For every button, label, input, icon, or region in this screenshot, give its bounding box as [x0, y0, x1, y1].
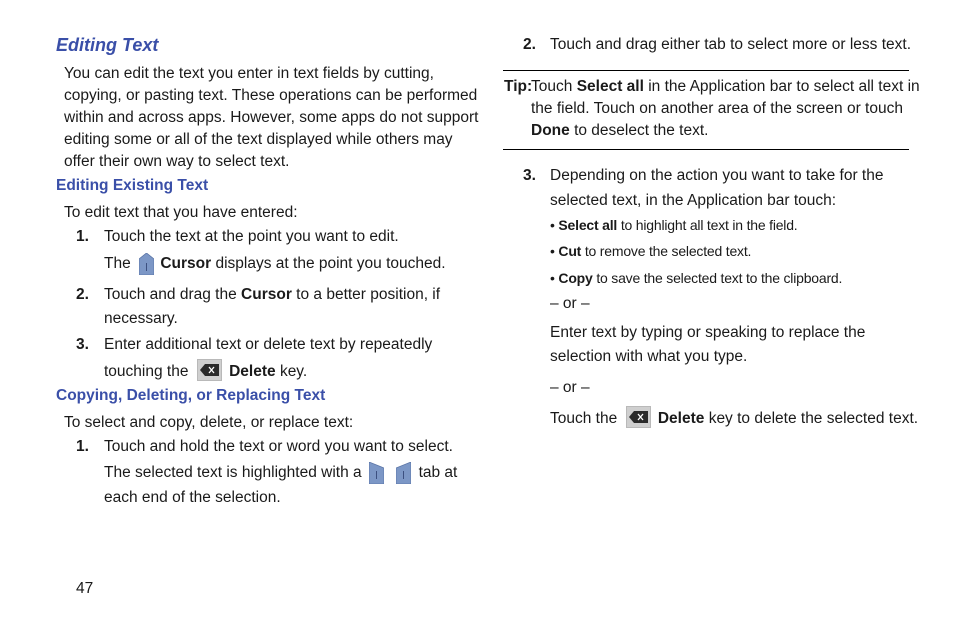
- intro-line: within and across apps. However, some apps do not support: [64, 109, 479, 126]
- step-number: 3.: [523, 167, 536, 184]
- tip-line3: [531, 120, 708, 142]
- list-item: [550, 267, 842, 289]
- section2-step1-line2: [104, 462, 457, 484]
- step3-line2: [104, 359, 307, 383]
- step-number: 3.: [76, 336, 89, 353]
- bullet-text: to remove the selected text.: [584, 243, 752, 259]
- page-title: Editing Text: [56, 35, 159, 55]
- step-number: 1.: [76, 438, 89, 455]
- step1-sub: [104, 253, 446, 275]
- right-step3-line2: selected text, in the Application bar touch:: [550, 192, 837, 209]
- tip-line1: [531, 76, 920, 98]
- intro-line: copying, or pasting text. These operations can be performed: [64, 87, 478, 104]
- tip-done: Done: [531, 122, 570, 139]
- intro-line: You can edit the text you enter in text fields by cutting,: [64, 65, 434, 82]
- section2-step1-pre: The selected text is highlighted with a: [104, 464, 362, 481]
- bullet-bold: Cut: [558, 243, 582, 259]
- bullet-dot: •: [550, 243, 555, 259]
- bullet-bold: Copy: [558, 270, 593, 286]
- tip-bottom-rule: [503, 149, 909, 150]
- touch-delete-line: [550, 406, 918, 430]
- cursor-tab-icon: [139, 253, 154, 273]
- step1-sub-post: displays at the point you touched.: [215, 255, 446, 272]
- delete-label: Delete: [229, 363, 276, 380]
- delete-label: Delete: [657, 410, 705, 427]
- list-item: [550, 214, 798, 236]
- section2-step1-line1: Touch and hold the text or word you want to select.: [104, 438, 453, 455]
- heading-editing-existing-text: Editing Existing Text: [56, 177, 209, 194]
- tip-top-rule: [503, 70, 909, 71]
- step1-sub-pre: The: [104, 255, 131, 272]
- step1-text: Touch the text at the point you want to edit.: [104, 228, 399, 245]
- step3-post: key.: [279, 363, 308, 380]
- tip-line2: the field. Touch on another area of the screen or touch: [531, 100, 903, 117]
- section2-step1-line3: each end of the selection.: [104, 489, 281, 506]
- left-select-tab-icon: [369, 462, 384, 482]
- enter-text-line1: Enter text by typing or speaking to replace the: [550, 324, 866, 341]
- right-step2-text: Touch and drag either tab to select more or less text.: [550, 36, 911, 53]
- step-number: 2.: [76, 286, 89, 303]
- bullet-text: to save the selected text to the clipboard.: [596, 270, 843, 286]
- right-step3-line1: Depending on the action you want to take for the: [550, 167, 884, 184]
- intro-paragraph: [64, 63, 478, 173]
- step-number: 2.: [523, 36, 536, 53]
- heading-copying-deleting-replacing: Copying, Deleting, or Replacing Text: [56, 387, 326, 404]
- or-separator: – or –: [550, 295, 590, 312]
- step-number: 1.: [76, 228, 89, 245]
- step2-bold: Cursor: [241, 286, 292, 303]
- step3-line1: Enter additional text or delete text by repeatedly: [104, 336, 433, 353]
- enter-text-line2: selection with what you type.: [550, 348, 748, 365]
- section1-lead: To edit text that you have entered:: [64, 204, 298, 221]
- bullet-bold: Select all: [558, 217, 618, 233]
- section2-step1-post: tab at: [418, 464, 458, 481]
- step2-text: [104, 284, 440, 306]
- list-item: [550, 240, 751, 262]
- cursor-label: Cursor: [160, 255, 212, 272]
- right-select-tab-icon: [396, 462, 411, 482]
- intro-line: editing some or all of the text displayed while others may: [64, 131, 453, 148]
- tip-post: to deselect the text.: [574, 122, 709, 139]
- step2-pre: Touch and drag the: [104, 286, 237, 303]
- delete-key-icon: [197, 359, 222, 381]
- step3-pre: touching the: [104, 363, 189, 380]
- page-number: 47: [76, 580, 94, 597]
- tip-select-all: Select all: [576, 78, 644, 95]
- step2-line2: necessary.: [104, 310, 178, 327]
- intro-line: offer their own way to select text.: [64, 153, 290, 170]
- touch-post: key to delete the selected text.: [708, 410, 919, 427]
- tip-label: Tip:: [504, 78, 533, 95]
- bullet-text: to highlight all text in the field.: [620, 217, 798, 233]
- bullet-dot: •: [550, 217, 555, 233]
- delete-key-icon: [626, 406, 651, 428]
- or-separator: – or –: [550, 379, 590, 396]
- section2-lead: To select and copy, delete, or replace text:: [64, 414, 354, 431]
- step2-post: to a better position, if: [296, 286, 441, 303]
- touch-pre: Touch the: [550, 410, 618, 427]
- tip-mid: in the Application bar to select all text in: [648, 78, 920, 95]
- tip-pre: Touch: [531, 78, 573, 95]
- bullet-dot: •: [550, 270, 555, 286]
